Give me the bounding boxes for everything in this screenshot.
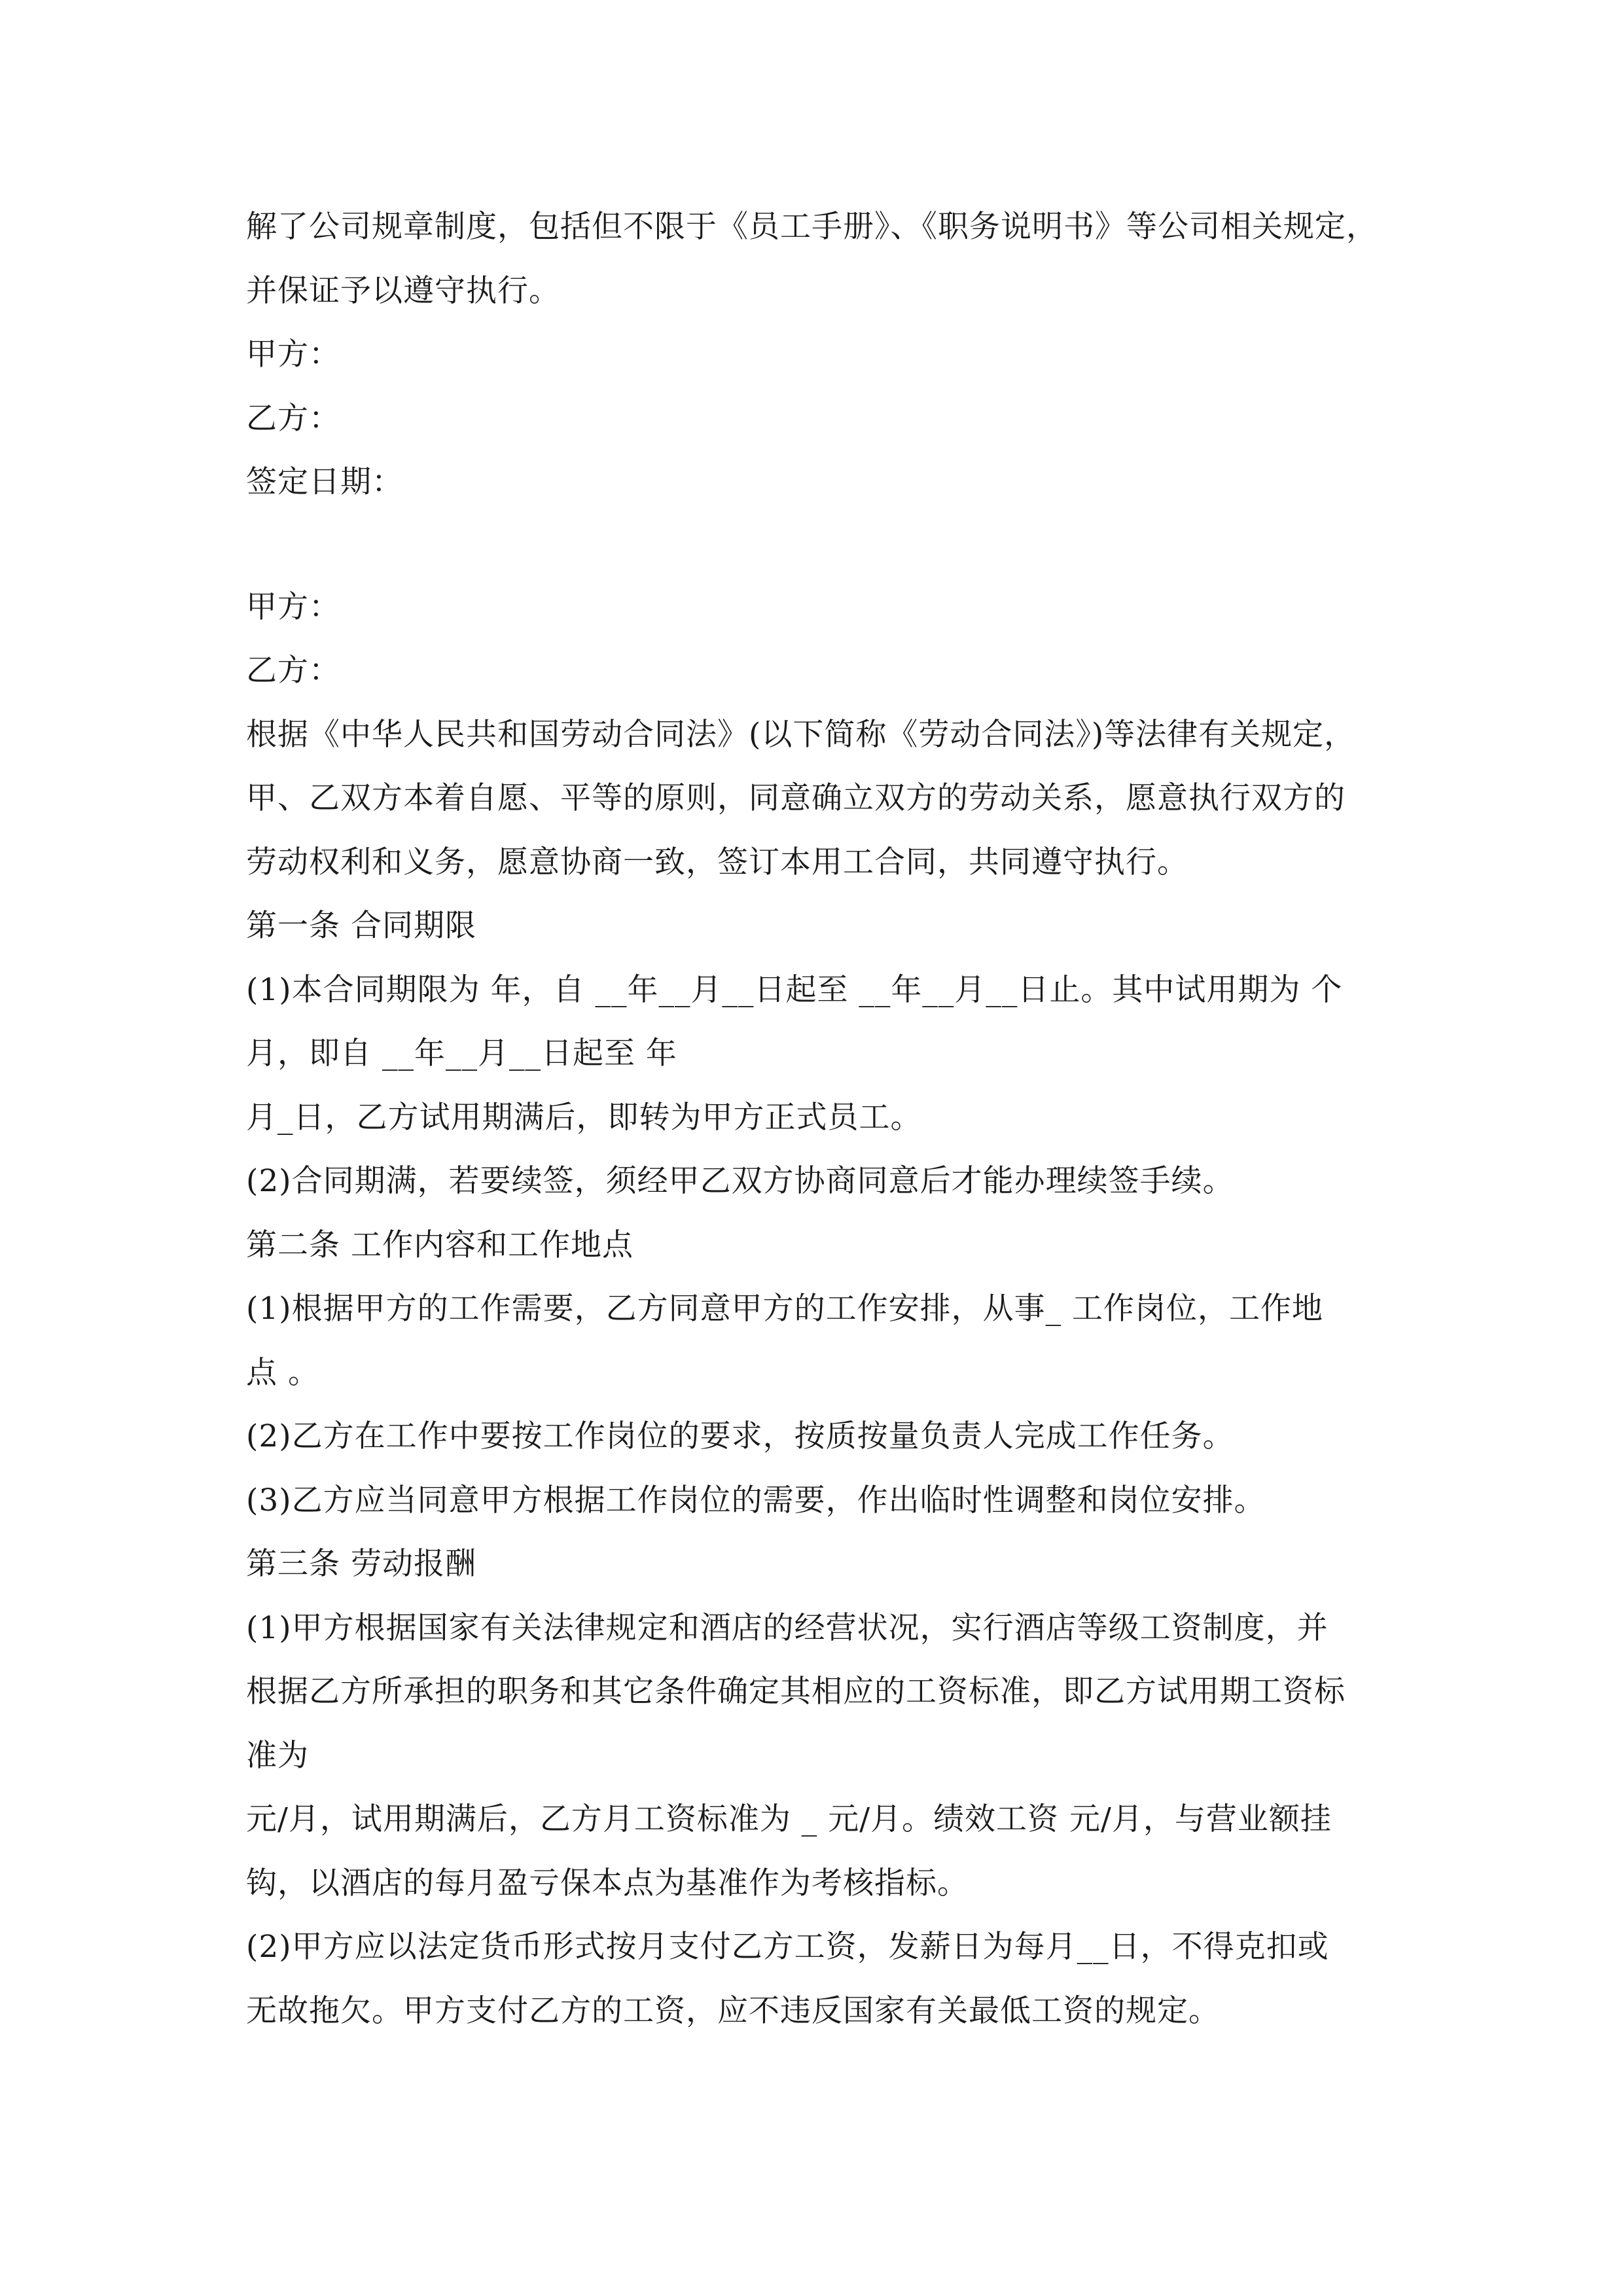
text-line: 根据《中华人民共和国劳动合同法》(以下简称《劳动合同法》)等法律有关规定，: [246, 717, 1356, 753]
text-line: 甲、乙双方本着自愿、平等的原则，同意确立双方的劳动关系，愿意执行双方的: [246, 780, 1346, 816]
text-line: 并保证予以遵守执行。: [246, 273, 560, 309]
text-line: (1)根据甲方的工作需要，乙方同意甲方的工作安排，从事_ 工作岗位，工作地: [246, 1291, 1324, 1327]
section-heading: 第三条 劳动报酬: [246, 1546, 476, 1582]
text-line: 甲方：: [246, 336, 340, 372]
text-line: 劳动权利和义务，愿意协商一致，签订本用工合同，共同遵守执行。: [246, 844, 1188, 880]
text-line: (2)乙方在工作中要按工作岗位的要求，按质按量负责人完成工作任务。: [246, 1418, 1234, 1454]
text-line: (2)甲方应以法定货币形式按月支付乙方工资，发薪日为每月__日，不得克扣或: [246, 1929, 1329, 1965]
text-line: 乙方：: [246, 653, 340, 689]
text-line: 无故拖欠。甲方支付乙方的工资，应不违反国家有关最低工资的规定。: [246, 1993, 1220, 2029]
text-line: 元/月，试用期满后，乙方月工资标准为 _ 元/月。绩效工资 元/月，与营业额挂: [246, 1801, 1332, 1837]
text-line: 甲方：: [246, 589, 340, 625]
text-line: 准为: [246, 1738, 309, 1774]
text-line: (1)本合同期限为 年，自 __年__月__日起至 __年__月__日止。其中试用期为 个: [246, 972, 1343, 1008]
text-line: 签定日期：: [246, 464, 403, 500]
text-line: 根据乙方所承担的职务和其它条件确定其相应的工资标准，即乙方试用期工资标: [246, 1674, 1346, 1710]
text-line: (3)乙方应当同意甲方根据工作岗位的需要，作出临时性调整和岗位安排。: [246, 1482, 1266, 1518]
section-heading: 第二条 工作内容和工作地点: [246, 1227, 633, 1263]
text-line: 月，即自 __年__月__日起至 年: [246, 1035, 677, 1071]
text-line: 月_日，乙方试用期满后，即转为甲方正式员工。: [246, 1100, 922, 1136]
text-line: 钩，以酒店的每月盈亏保本点为基准作为考核指标。: [246, 1865, 969, 1901]
text-line: 解了公司规章制度，包括但不限于《员工手册》、《职务说明书》等公司相关规定，: [246, 209, 1378, 245]
text-line: 乙方：: [246, 401, 340, 437]
text-line: (2)合同期满，若要续签，须经甲乙双方协商同意后才能办理续签手续。: [246, 1163, 1234, 1199]
text-line: (1)甲方根据国家有关法律规定和酒店的经营状况，实行酒店等级工资制度，并: [246, 1610, 1329, 1646]
text-line: 点 。: [246, 1355, 319, 1391]
section-heading: 第一条 合同期限: [246, 908, 476, 944]
